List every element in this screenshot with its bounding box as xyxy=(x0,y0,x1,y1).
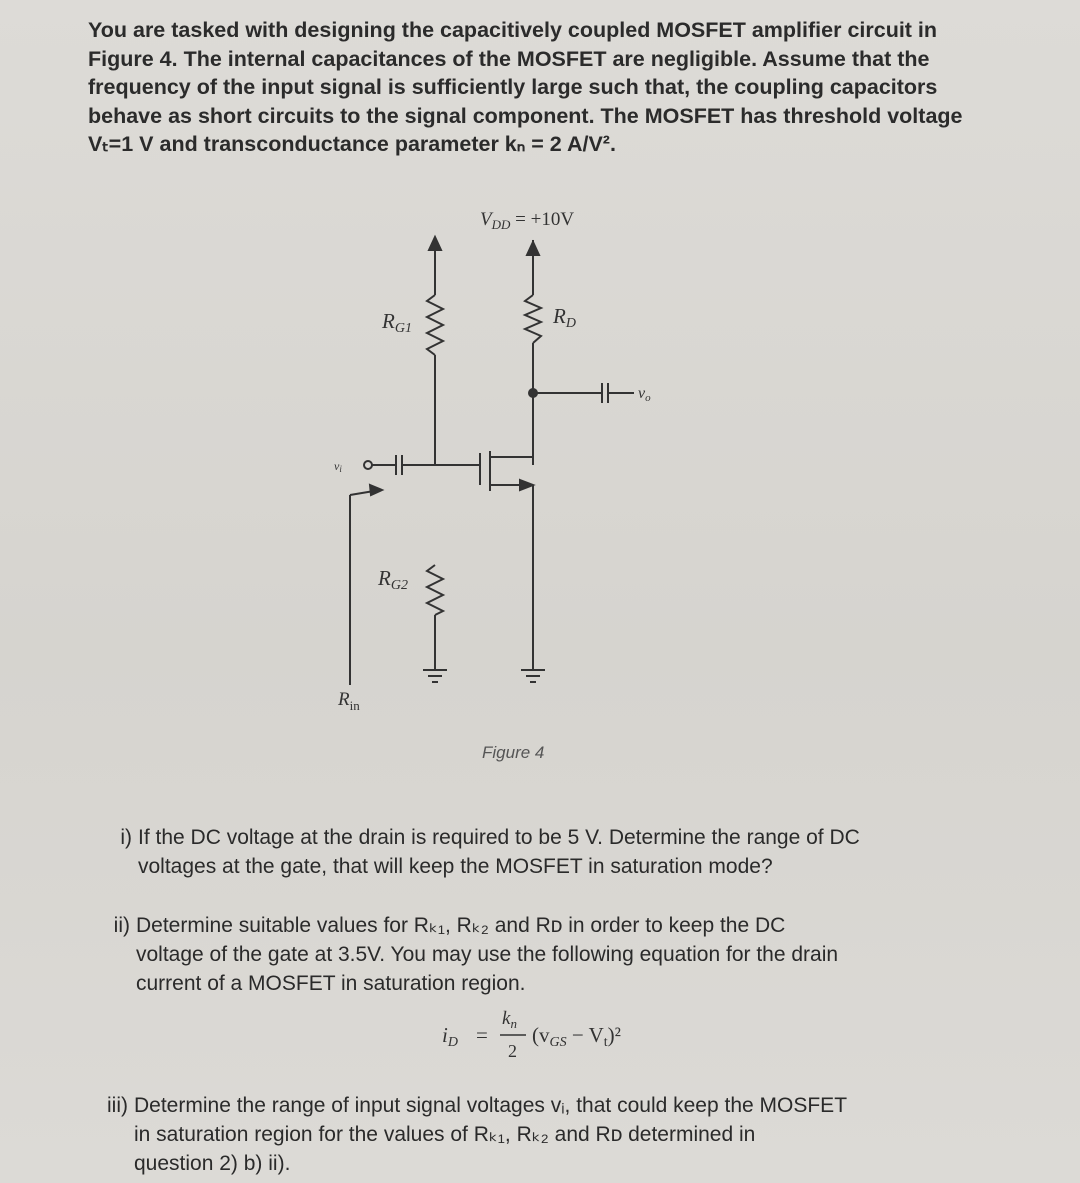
intro-line: You are tasked with designing the capacitively coupled MOSFET amplifier circuit in xyxy=(88,18,938,42)
rin-arrow xyxy=(370,485,382,495)
question-2 xyxy=(113,911,986,998)
rg1-label: RG1 xyxy=(382,309,412,336)
question-number: i) xyxy=(120,826,132,849)
question-line: in saturation region for the values of Rₖ₁, Rₖ₂ and Rᴅ determined in xyxy=(134,1123,756,1146)
rg2-label: RG2 xyxy=(378,566,408,593)
vdd-label: $V_{DD} = +10V$ xyxy=(480,209,575,232)
drain-current-equation xyxy=(440,1002,700,1062)
intro-line: behave as short circuits to the signal component. The MOSFET has threshold voltage xyxy=(88,103,963,128)
equation-svg xyxy=(440,1002,700,1062)
question-line: voltage of the gate at 3.5V. You may use the following equation for the drain xyxy=(136,943,839,966)
question-1 xyxy=(120,823,988,881)
problem-intro xyxy=(88,16,978,159)
vo-label: vo xyxy=(638,385,651,404)
question-3 xyxy=(107,1091,984,1178)
question-line: question 2) b) ii). xyxy=(134,1152,291,1175)
input-terminal xyxy=(364,461,372,469)
eq-rhs: (vGS − Vt)² xyxy=(532,1023,621,1050)
question-number: ii) xyxy=(113,914,130,937)
question-line: Determine the range of input signal voltages vᵢ, that could keep the MOSFET xyxy=(134,1094,848,1117)
eq-equals: = xyxy=(476,1023,488,1047)
source-arrow xyxy=(520,480,533,490)
rd-label: RD xyxy=(553,304,576,331)
vi-label: vi xyxy=(334,459,342,474)
eq-lhs: iD xyxy=(442,1023,458,1050)
vdd-arrow-left xyxy=(429,237,441,250)
circuit-diagram xyxy=(320,195,651,775)
rd-resistor xyxy=(525,295,541,343)
circuit-figure xyxy=(320,195,651,775)
intro-line: frequency of the input signal is sufficiently large such that, the coupling capacitors xyxy=(88,75,938,99)
question-line: Determine suitable values for Rₖ₁, Rₖ₂ and Rᴅ in order to keep the DC xyxy=(136,914,786,937)
question-line: If the DC voltage at the drain is required to be 5 V. Determine the range of DC xyxy=(138,826,860,849)
question-line: voltages at the gate, that will keep the MOSFET in saturation mode? xyxy=(138,855,773,878)
eq-denominator: 2 xyxy=(508,1041,517,1061)
rin-label: $R_{in}$ xyxy=(338,689,360,713)
intro-line: Figure 4. The internal capacitances of the MOSFET are negligible. Assume that the xyxy=(88,46,930,71)
question-number: iii) xyxy=(107,1094,128,1117)
intro-line: Vₜ=1 V and transconductance parameter kₙ = 2 A/V². xyxy=(88,132,616,156)
rg1-resistor xyxy=(427,295,443,355)
rg2-resistor xyxy=(427,565,443,615)
figure-caption: Figure 4 xyxy=(482,743,545,762)
question-line: current of a MOSFET in saturation region. xyxy=(136,972,526,995)
eq-numerator: $k_n$ xyxy=(502,1008,517,1031)
vdd-arrow-right xyxy=(527,242,539,255)
